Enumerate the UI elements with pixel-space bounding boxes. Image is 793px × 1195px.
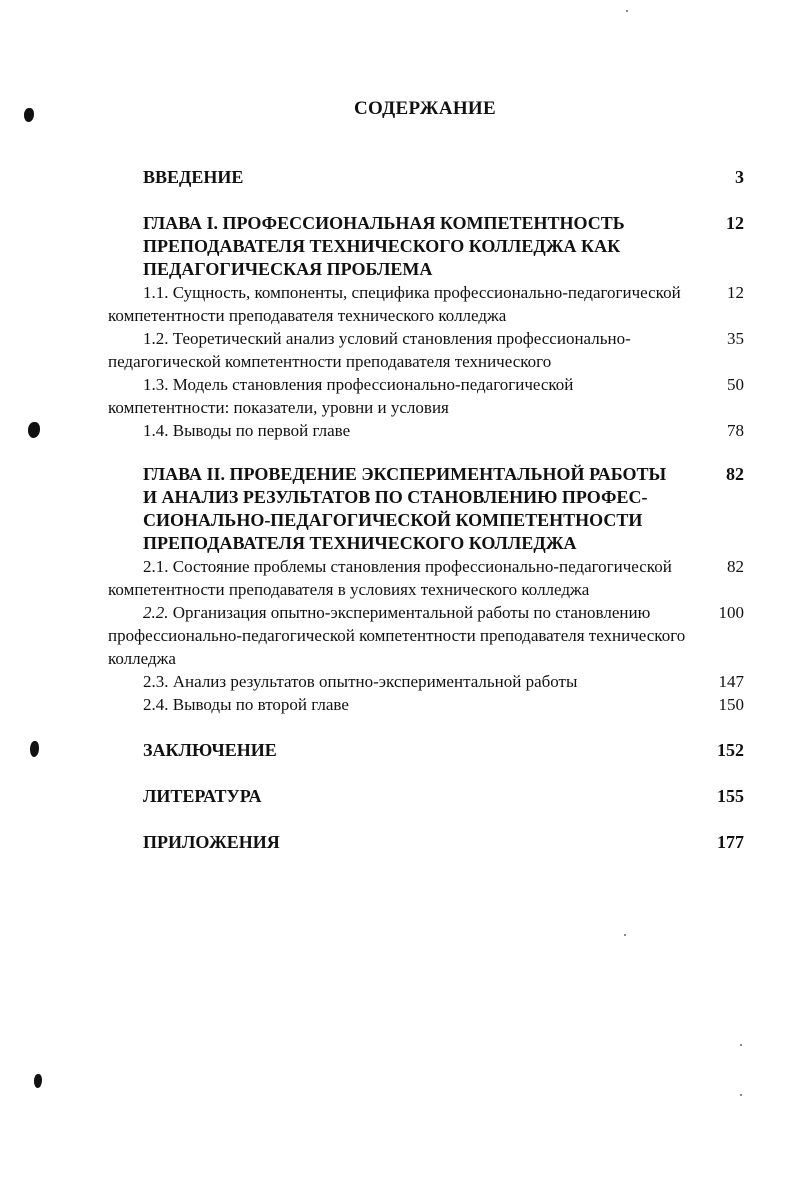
toc-section: [108, 281, 744, 327]
toc-entry-label: 1.4. Выводы по первой главе: [143, 421, 351, 440]
toc-entry-label: 2.1. Состояние проблемы становления профессионально-педагогической компетентности преподавателя в условиях технического колледжа: [108, 557, 672, 599]
toc-entry-label: 2.4. Выводы по второй главе: [143, 695, 349, 714]
toc-entry-label: 1.3. Модель становления профессионально-педагогической компетентности: показатели, уровни и условия: [108, 375, 574, 417]
toc-entry-page: 155: [717, 786, 744, 806]
toc-section: [108, 693, 744, 716]
speck: [624, 934, 626, 936]
speck: [740, 1094, 742, 1096]
ink-blot: [34, 1074, 42, 1088]
toc-entry-page: 35: [727, 329, 744, 348]
toc-entry-page: 82: [726, 464, 744, 484]
toc-entry-page: 150: [718, 695, 744, 714]
toc-entry-label: 2.3. Анализ результатов опытно-экспериментальной работы: [143, 672, 578, 691]
toc-chapter-2: [108, 463, 744, 555]
speck: [626, 10, 628, 12]
ink-blot: [30, 741, 39, 757]
toc-entry-page: 3: [735, 167, 744, 187]
speck: [740, 1044, 742, 1046]
toc-entry-page: 78: [727, 421, 744, 440]
toc-entry-page: 100: [718, 603, 744, 622]
toc-entry-page: 12: [727, 283, 744, 302]
toc-entry-page: 147: [718, 672, 744, 691]
toc-entry-page: 12: [726, 213, 744, 233]
toc-entry-label: ЗАКЛЮЧЕНИЕ: [143, 740, 277, 760]
toc-entry-appendix: [108, 831, 744, 854]
toc-entry-label: ГЛАВА II. ПРОВЕДЕНИЕ ЭКСПЕРИМЕНТАЛЬНОЙ РАБОТЫ И АНАЛИЗ РЕЗУЛЬТАТОВ ПО СТАНОВЛЕНИЮ ПРОФЕС-СИОНАЛЬНО-ПЕДАГОГИЧЕСКОЙ КОМПЕТЕНТНОСТИ ПРЕПОДАВАТЕЛЯ ТЕХНИЧЕСКОГО КОЛЛЕДЖА: [143, 464, 667, 553]
table-of-contents: [108, 166, 744, 854]
toc-chapter-1: [108, 212, 744, 281]
toc-entry-label: 1.2. Теоретический анализ условий становления профессионально-педагогической компетентности преподавателя технического: [108, 329, 631, 371]
toc-entry-page: 177: [717, 832, 744, 852]
page-title: СОДЕРЖАНИЕ: [354, 98, 496, 119]
toc-section: [108, 555, 744, 601]
toc-entry-literature: [108, 785, 744, 808]
toc-entry-label: ЛИТЕРАТУРА: [143, 786, 262, 806]
toc-entry-label: ВВЕДЕНИЕ: [143, 167, 244, 187]
toc-entry-intro: [108, 166, 744, 189]
toc-entry-page: 82: [727, 557, 744, 576]
toc-entry-conclusion: [108, 739, 744, 762]
toc-section: [108, 327, 744, 373]
toc-section: [108, 601, 744, 670]
toc-entry-page: 152: [717, 740, 744, 760]
ink-blot: [28, 422, 40, 438]
toc-entry-page: 50: [727, 375, 744, 394]
toc-section: [108, 373, 744, 419]
toc-section: [108, 670, 744, 693]
toc-entry-label: ГЛАВА I. ПРОФЕССИОНАЛЬНАЯ КОМПЕТЕНТНОСТЬ ПРЕПОДАВАТЕЛЯ ТЕХНИЧЕСКОГО КОЛЛЕДЖА КАК ПЕДАГОГИЧЕСКАЯ ПРОБЛЕМА: [143, 213, 625, 279]
toc-entry-label: 1.1. Сущность, компоненты, специфика профессионально-педагогической компетентности преподавателя технического колледжа: [108, 283, 681, 325]
toc-entry-label: ПРИЛОЖЕНИЯ: [143, 832, 280, 852]
toc-section: [108, 419, 744, 442]
toc-entry-number: 2.2.: [143, 603, 169, 622]
toc-entry-label: Организация опытно-экспериментальной работы по становлению профессионально-педагогической компетентности преподавателя технического колледжа: [108, 603, 686, 668]
